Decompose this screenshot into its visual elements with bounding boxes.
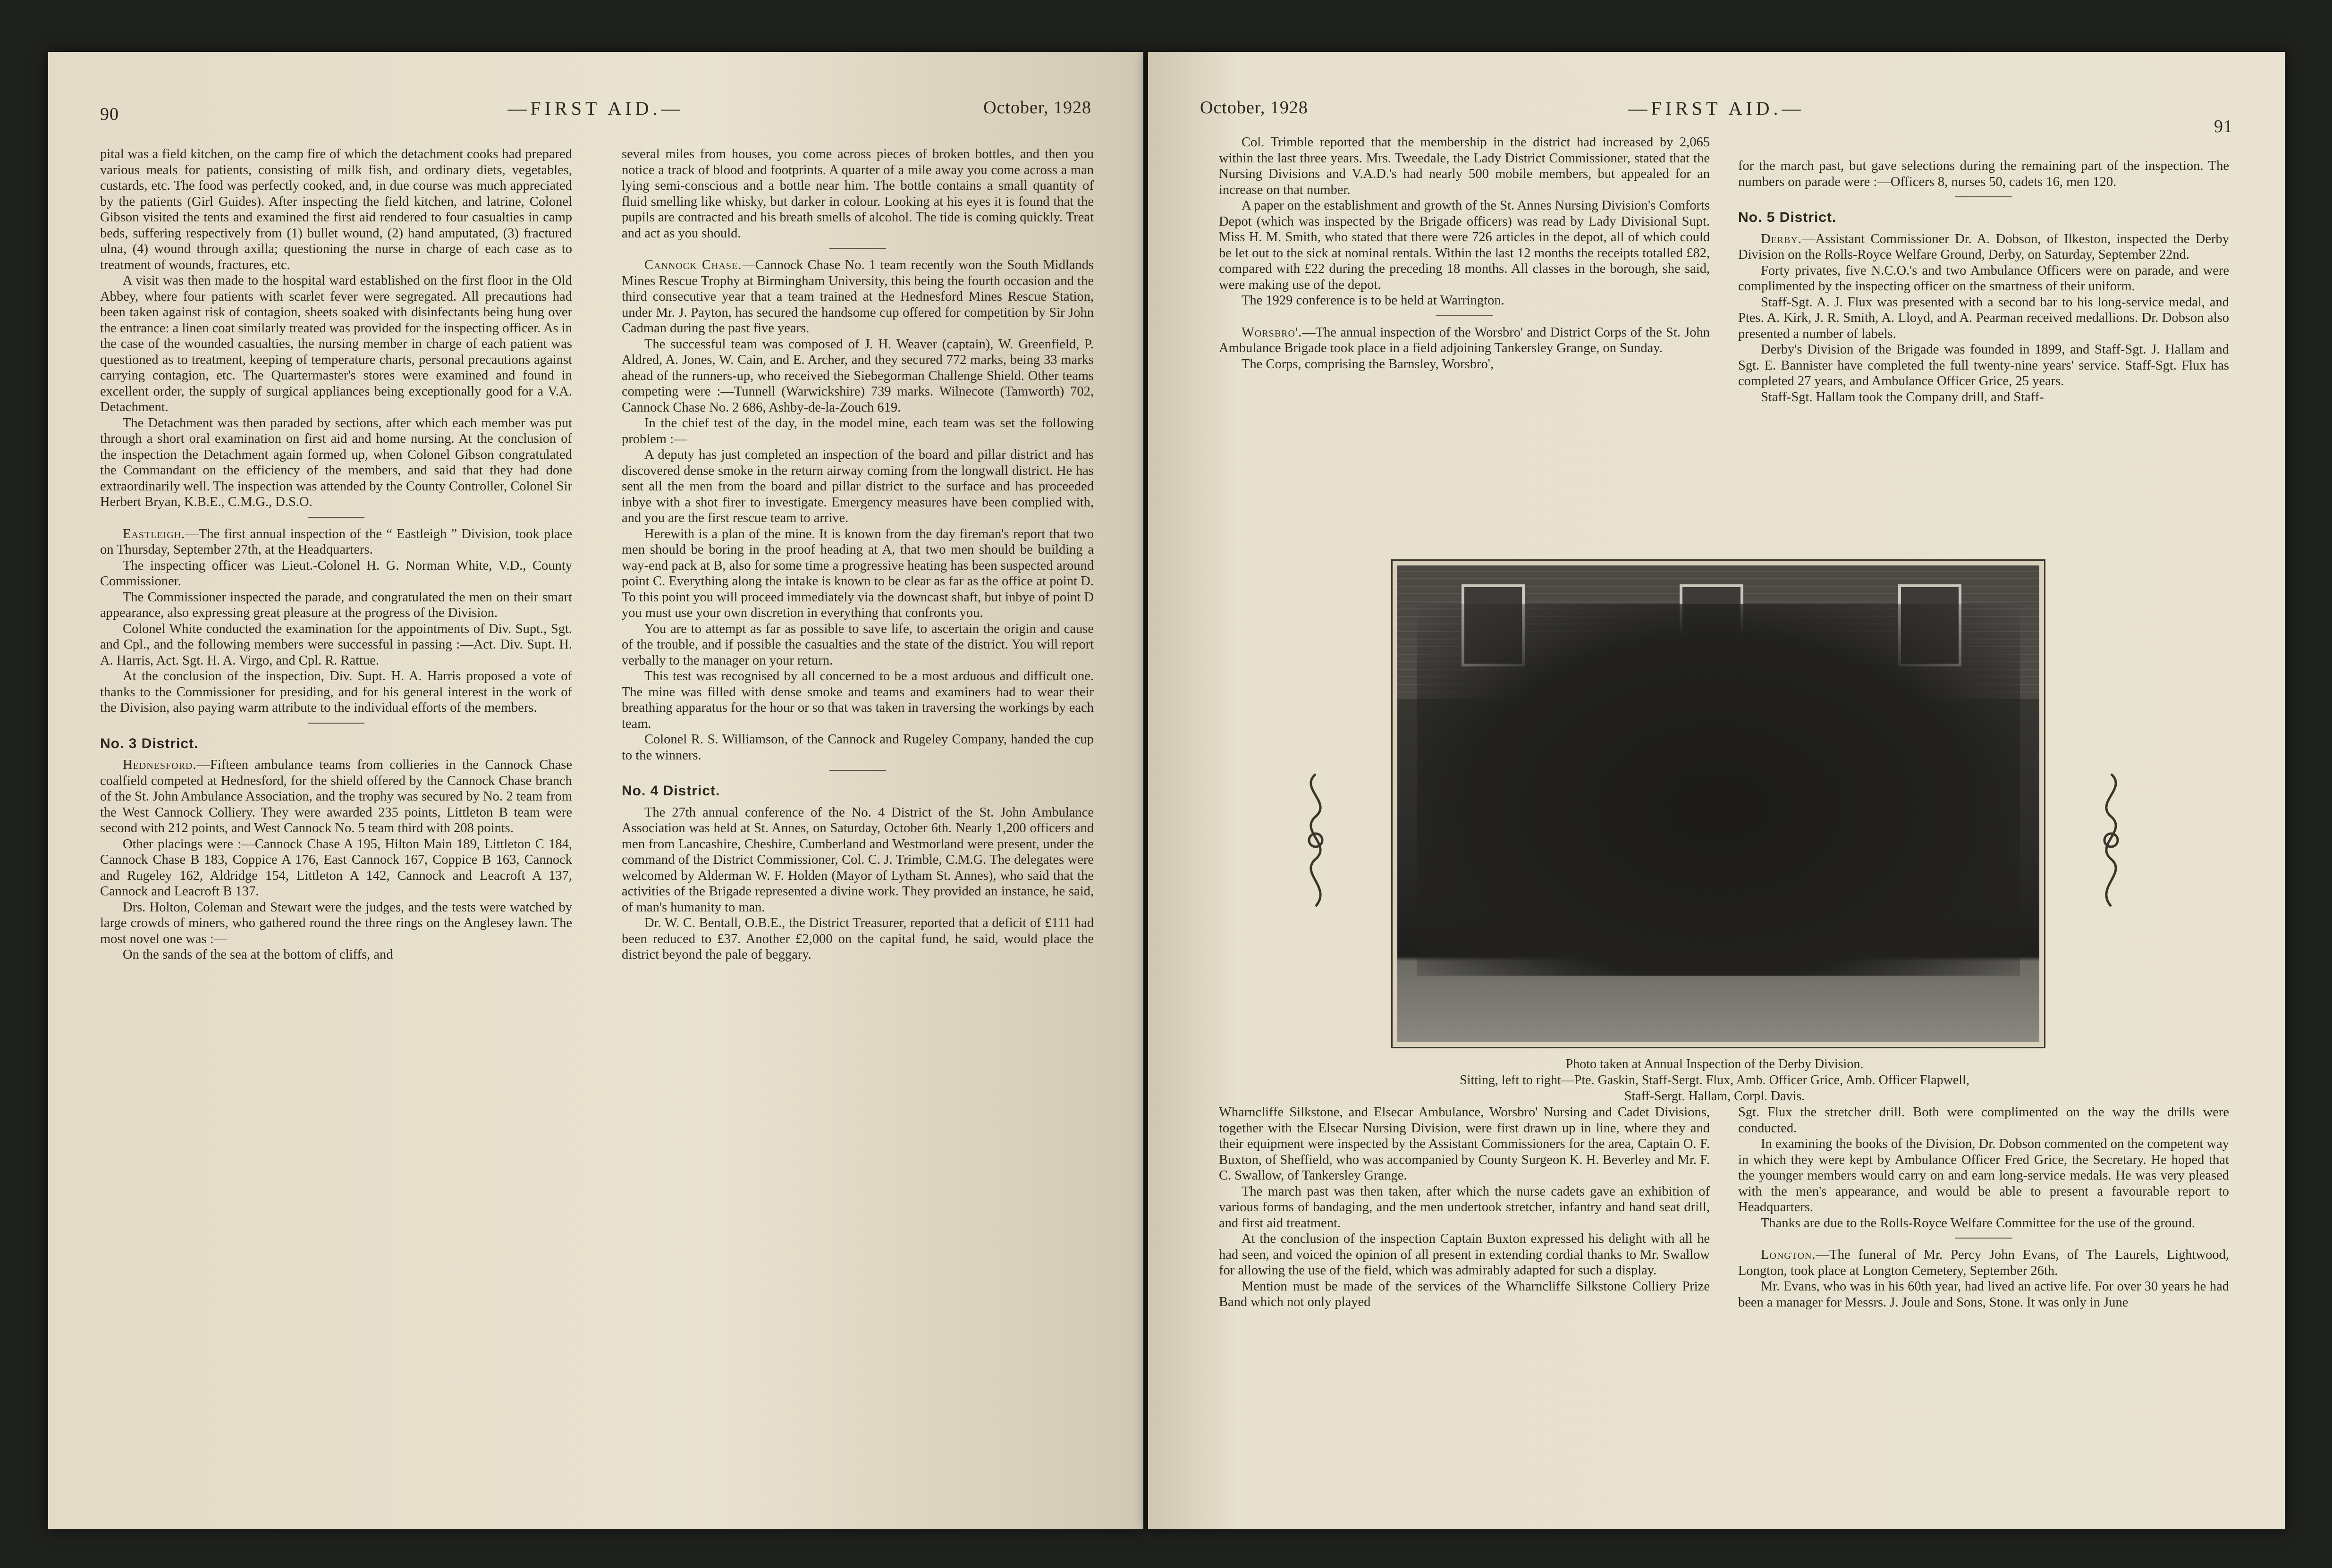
- paragraph: Other placings were :—Cannock Chase A 195, Hilton Main 189, Littleton C 184, Cannock Chase B 183, Coppice A 176, East Cannock 167, Coppice B 163, Cannock and Rugeley 162, Aldridge 154, Littleton A 142, Cannock and Leacroft A 137, Cannock and Leacroft B 137.: [100, 836, 572, 899]
- journal-title: —FIRST AID.—: [507, 98, 684, 119]
- paragraph: Colonel R. S. Williamson, of the Cannock and Rugeley Company, handed the cup to the winners.: [622, 732, 1094, 763]
- paragraph: [1738, 1247, 2229, 1279]
- paragraph: Col. Trimble reported that the membership in the district had increased by 2,065 within the last three years. Mrs. Tweedale, the Lady District Commissioner, stated that the Nursing Divisions and V.A.D.'s had nearly 500 mobile members, but appealed for an increase on that number.: [1219, 135, 1710, 197]
- divider: [829, 770, 886, 771]
- paragraph: The successful team was composed of J. H. Weaver (captain), W. Greenfield, P. Aldred, A. Jones, W. Cain, and E. Archer, and they secured 772 marks, being 33 marks ahead of the runners-up, who received the Siebegorman Challenge Shield. Other teams competing were :—Tunnell (Warwickshire) 739 marks. Wilnecote (Tamworth) 702, Cannock Chase No. 2 686, Ashby-de-la-Zouch 619.: [622, 337, 1094, 415]
- paragraph: Derby's Division of the Brigade was founded in 1899, and Staff-Sgt. J. Hallam and Sgt. E. Bannister have completed the full twenty-nine years' service. Staff-Sgt. Flux has completed 27 years, and Ambulance Officer Grice, 25 years.: [1738, 342, 2229, 388]
- paragraph: [622, 257, 1094, 337]
- issue-date: October, 1928: [983, 98, 1091, 118]
- column-3: [1219, 1104, 1710, 1310]
- paragraph: Sgt. Flux the stretcher drill. Both were complimented on the way the drills were conducted.: [1738, 1105, 2229, 1136]
- paragraph: In examining the books of the Division, Dr. Dobson commented on the competent way in which they were kept by Ambulance Officer Fred Grice, the Secretary. He hoped that the younger members would carry on and earn long-service medals. He was very pleased with the men's appearance, and would be able to present a favourable report to Headquarters.: [1738, 1137, 2229, 1214]
- paragraph-text: —Assistant Commissioner Dr. A. Dobson, of Ilkeston, inspected the Derby Division on the Rolls-Royce Welfare Ground, Derby, on Saturday, September 22nd.: [1738, 231, 2229, 262]
- paragraph: The Corps, comprising the Barnsley, Worsbro',: [1242, 356, 1494, 371]
- divider: [829, 248, 886, 249]
- divider: [308, 517, 364, 518]
- column-4: [1738, 1104, 2229, 1310]
- left-page: [48, 52, 1143, 1529]
- paragraph: Thanks are due to the Rolls-Royce Welfare Committee for the use of the ground.: [1761, 1215, 2196, 1231]
- paragraph: Herewith is a plan of the mine. It is known from the day fireman's report that two men should be boring in the proof heading at A, that two men should be building a way-end pack at B, also for some time a progressive heating has been suspected around point C. Everything along the intake is known to be clear as far as the office at point D. To this point you will proceed immediately via the downcast shaft, but inbye of point D you must use your own discretion in everything that confronts you.: [622, 526, 1094, 620]
- paragraph: Mr. Evans, who was in his 60th year, had lived an active life. For over 30 years he had been a manager for Messrs. J. Joule and Sons, Stone. It was only in June: [1738, 1279, 2229, 1310]
- section-heading: No. 5 District.: [1738, 210, 1837, 225]
- divider: [1436, 315, 1493, 316]
- page-number: 91: [2214, 117, 2233, 136]
- paragraph: The Commissioner inspected the parade, and congratulated the men on their smart appearance, also expressing great pleasure at the progress of the Division.: [100, 590, 572, 620]
- paragraph: Staff-Sgt. Hallam took the Company drill, and Staff-: [1761, 389, 2044, 405]
- section-heading: No. 3 District.: [100, 735, 199, 751]
- paragraph-text: —Cannock Chase No. 1 team recently won the South Midlands Mines Rescue Trophy at Birmingham University, this being the fourth occasion and the third consecutive year that a team trained at the Hednesford Mines Rescue Station, under Mr. J. Payton, has secured the handsome cup offered for competition by Sir John Cadman during the past five years.: [622, 258, 1094, 336]
- paragraph: for the march past, but gave selections during the remaining part of the inspection. The numbers on parade were :—Officers 8, nurses 50, cadets 16, men 120.: [1738, 159, 2229, 189]
- run-in-heading: Hednesford.: [123, 758, 197, 772]
- paragraph: At the conclusion of the inspection Captain Buxton expressed his delight with all he had seen, and voiced the opinion of all present in extending cordial thanks to Mr. Swallow for allowing the use of the field, which was admirably adapted for such a display.: [1219, 1231, 1710, 1278]
- caption-line: Sitting, left to right—Pte. Gaskin, Staff-Sergt. Flux, Amb. Officer Grice, Amb. Officer Flapwell,: [1460, 1073, 1969, 1087]
- paragraph: You are to attempt as far as possible to save life, to ascertain the origin and cause of the trouble, and if possible the casualties and the state of the district. You will report verbally to the manager on your return.: [622, 621, 1094, 668]
- paragraph-text: —The annual inspection of the Worsbro' and District Corps of the St. John Ambulance Brigade took place in a field adjoining Tankersley Grange, on Sunday.: [1219, 325, 1710, 355]
- uniformed-group: [1417, 604, 2020, 976]
- column-2: [622, 146, 1094, 963]
- paragraph: In the chief test of the day, in the model mine, each team was set the following problem :—: [622, 416, 1094, 447]
- divider: [1955, 196, 2012, 197]
- run-in-heading: Longton.: [1761, 1248, 1816, 1262]
- caption-line: Staff-Sergt. Hallam, Corpl. Davis.: [1624, 1089, 1805, 1104]
- paragraph-text: —The first annual inspection of the “ Eastleigh ” Division, took place on Thursday, September 27th, at the Headquarters.: [100, 526, 572, 557]
- paragraph: This test was recognised by all concerned to be a most arduous and difficult one. The mine was filled with dense smoke and teams and examiners had to wear their breathing apparatus for the hour or so that was taken in traversing the workings by each team.: [622, 669, 1094, 731]
- paragraph: Mention must be made of the services of the Wharncliffe Silkstone Colliery Prize Band which not only played: [1219, 1279, 1710, 1309]
- paragraph-text: —Fifteen ambulance teams from collieries in the Cannock Chase coalfield competed at Hednesford, for the shield offered by the Cannock Chase branch of the St. John Ambulance Association, and the trophy was secured by No. 2 team from the West Cannock Colliery. They were awarded 235 points, Littleton B team were second with 212 points, and West Cannock No. 5 team third with 208 points.: [100, 758, 572, 835]
- paragraph: Colonel White conducted the examination for the appointments of Div. Supt., Sgt. and Cpl., and the following members were successful in passing :—Act. Div. Supt. H. A. Harris, Act. Sgt. H. A. Virgo, and Cpl. R. Rattue.: [100, 621, 572, 668]
- column-2: [1738, 158, 2229, 405]
- paragraph: Wharncliffe Silkstone, and Elsecar Ambulance, Worsbro' Nursing and Cadet Divisions, together with the Elsecar Nursing Division, were first drawn up in line, where they and their equipment were inspected by the Assistant Commissioners for the area, Captain O. F. Buxton, of Sheffield, who was accompanied by County Surgeon K. H. Beverley and Mr. F. C. Swallow, of Tankersley Grange.: [1219, 1105, 1710, 1183]
- run-in-heading: Derby.: [1761, 231, 1802, 246]
- paragraph: A visit was then made to the hospital ward established on the first floor in the Old Abbey, where four patients with scarlet fever were segregated. All precautions had been taken against risk of contagion, sheets soaked with disinfectants being hung over the entrance: a linen coat similarly treated was provided for the inspecting officer. As in the case of the wounded casualties, the nursing member in charge of each patient was questioned as to treatment, keeping of temperature charts, personal precautions against carrying contagion, etc. The Quartermaster's stores were examined and found in excellent order, the supply of surgical appliances being exceptionally good for a V.A. Detachment.: [100, 273, 572, 414]
- photo-image: [1397, 565, 2039, 1042]
- paragraph: The 27th annual conference of the No. 4 District of the St. John Ambulance Association was held at St. Annes, on Saturday, October 6th. Nearly 1,200 officers and men from Lancashire, Cheshire, Cumberland and Westmorland were present, under the command of the District Commissioner, Col. C. J. Trimble, C.M.G. The delegates were welcomed by Alderman W. F. Holden (Mayor of Lytham St. Annes), who said that the activities of the Brigade represented a divine work. They provided an instance, he said, of man's humanity to man.: [622, 805, 1094, 915]
- page-header: [100, 97, 1091, 130]
- run-in-heading: Eastleigh.: [123, 526, 186, 541]
- page-number: 90: [100, 104, 119, 124]
- paragraph: Drs. Holton, Coleman and Stewart were the judges, and the tests were watched by large crowds of miners, who gathered round the three rings on the Anglesey lawn. The most novel one was :—: [100, 900, 572, 946]
- paragraph: A paper on the establishment and growth of the St. Annes Nursing Division's Comforts Depot (which was inspected by the Brigade officers) was read by Lady Divisional Supt. Miss H. M. Smith, who stated that there were 726 articles in the depot, all of which could be let out to the sick at nominal rentals. Within the last 12 months the receipts totalled £82, compared with £22 during the preceding 18 months. All classes in the borough, she said, were making use of the depot.: [1219, 198, 1710, 292]
- paragraph: The Detachment was then paraded by sections, after which each member was put through a short oral examination on first aid and home nursing. At the conclusion of the inspection the Detachment again formed up, when Colonel Gibson congratulated the Commandant on the efficiency of the members, and said that they had done extraordinarily well. The inspection was attended by the County Controller, Colonel Sir Herbert Bryan, K.B.E., C.M.G., D.S.O.: [100, 415, 572, 509]
- group-photograph: [1391, 559, 2045, 1048]
- paragraph: A deputy has just completed an inspection of the board and pillar district and has discovered dense smoke in the return airway coming from the longwall district. He has sent all the men from the board and pillar district to the surface and has proceeded inbye with a shot firer to investigate. Emergency measures have been complied with, and you are the first rescue team to arrive.: [622, 447, 1094, 525]
- paragraph: The march past was then taken, after which the nurse cadets gave an exhibition of various forms of bandaging, and the men undertook stretcher, infantry and hand seat drill, and first aid treatment.: [1219, 1184, 1710, 1231]
- paragraph: Dr. W. C. Bentall, O.B.E., the District Treasurer, reported that a deficit of £111 had been reduced to £37. Another £2,000 on the capital fund, he said, would place the district beyond the pale of beggary.: [622, 916, 1094, 962]
- paragraph: [100, 526, 572, 558]
- divider: [1955, 1238, 2012, 1239]
- scroll-ornament-icon: [2085, 769, 2137, 911]
- right-page: [1148, 52, 2285, 1529]
- paragraph: Staff-Sgt. A. J. Flux was presented with a second bar to his long-service medal, and Ptes. A. Kirk, J. R. Smith, A. Lloyd, and A. Pearman received medallions. Dr. Dobson also presented a number of labels.: [1738, 295, 2229, 341]
- section-heading: No. 4 District.: [622, 783, 720, 799]
- run-in-heading: Worsbro'.: [1242, 325, 1302, 340]
- paragraph: [100, 757, 572, 836]
- paragraph: pital was a field kitchen, on the camp fire of which the detachment cooks had prepared various meals for patients, consisting of milk fish, and ordinary diets, vegetables, custards, etc. The food was perfectly cooked, and, in due course was much appreciated by the patients (Girl Guides). After inspecting the field kitchen, and latrine, Colonel Gibson visited the tents and examined the first aid rendered to four casualties in camp beds, suffering respectively from (1) bullet wound, (2) hand amputated, (3) fractured ulna, (4) wound through axilla; questioning the nurse in charge of each case as to treatment of wounds, fractures, etc.: [100, 147, 572, 272]
- paragraph: On the sands of the sea at the bottom of cliffs, and: [123, 947, 393, 962]
- paragraph-text: —The funeral of Mr. Percy John Evans, of The Laurels, Lightwood, Longton, took place at Longton Cemetery, September 26th.: [1738, 1248, 2229, 1278]
- issue-date: October, 1928: [1200, 98, 1308, 118]
- paragraph: [1738, 231, 2229, 263]
- journal-title: —FIRST AID.—: [1628, 98, 1805, 119]
- paragraph: The 1929 conference is to be held at Warrington.: [1242, 293, 1504, 308]
- divider: [308, 723, 364, 724]
- paragraph: [1219, 325, 1710, 356]
- page-header: [1200, 97, 2233, 136]
- paragraph: several miles from houses, you come across pieces of broken bottles, and then you notice a track of blood and footprints. A quarter of a mile away you come across a man lying semi-conscious and a bottle near him. The bottle contains a small quantity of fluid smelling like whisky, but darker in colour. Looking at his eyes it is found that the pupils are contracted and his breath smells of alcohol. The tide is coming quickly. Treat and act as you should.: [622, 147, 1094, 241]
- caption-line: Photo taken at Annual Inspection of the Derby Division.: [1565, 1057, 1864, 1071]
- paragraph: The inspecting officer was Lieut.-Colonel H. G. Norman White, V.D., County Commissioner.: [100, 558, 572, 589]
- column-1: [100, 146, 572, 963]
- paragraph: Forty privates, five N.C.O.'s and two Ambulance Officers were on parade, and were complimented by the inspecting officer on the smartness of their uniform.: [1738, 263, 2229, 294]
- column-1: [1219, 135, 1710, 372]
- paragraph: At the conclusion of the inspection, Div. Supt. H. A. Harris proposed a vote of thanks to the Commissioner for presiding, and for his general interest in the work of the Division, also paying warm attribute to the individual efforts of the members.: [100, 669, 572, 715]
- scroll-ornament-icon: [1290, 769, 1342, 911]
- photo-caption: [1304, 1056, 2125, 1104]
- run-in-heading: Cannock Chase.: [644, 258, 742, 272]
